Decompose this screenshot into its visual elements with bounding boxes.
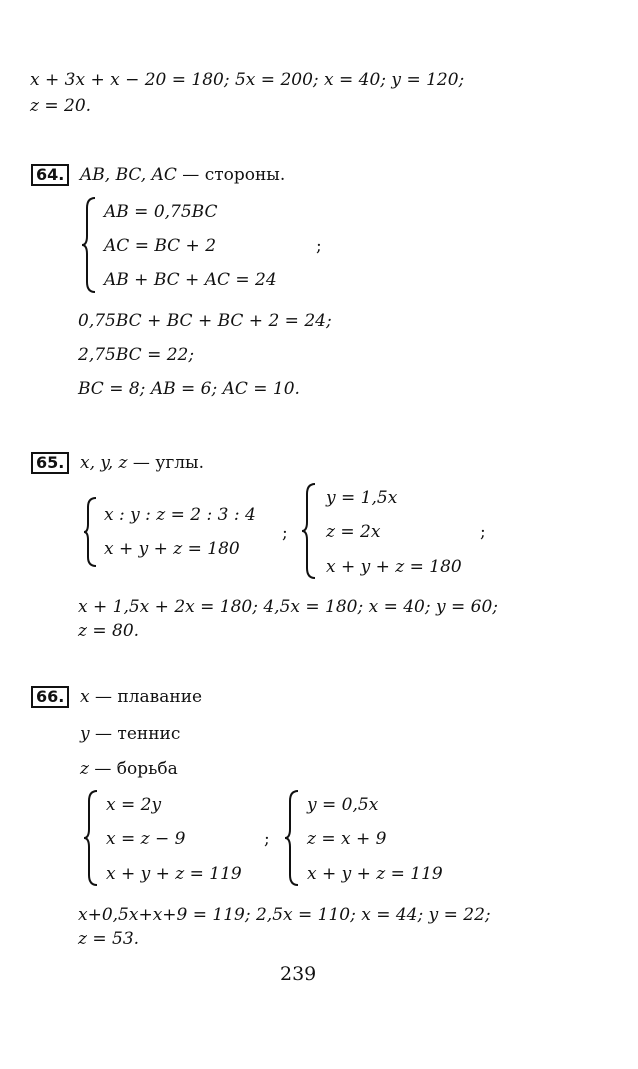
problem-64-step-1: 0,75BC + BC + BC + 2 = 24; bbox=[78, 311, 332, 331]
problem-65-sys1-eq-1: x : y : z = 2 : 3 : 4 bbox=[104, 505, 256, 525]
prev-solution-line-2: z = 20. bbox=[30, 96, 92, 116]
problem-65-sys2-eq-1: y = 1,5x bbox=[326, 488, 398, 508]
problem-64-step-2: 2,75BC = 22; bbox=[78, 345, 195, 365]
problem-66-def-z bbox=[80, 759, 178, 779]
problem-64-eq-1: AB = 0,75BC bbox=[104, 202, 218, 222]
problem-64-intro-text: — стороны. bbox=[182, 165, 286, 185]
page-number: 239 bbox=[280, 963, 317, 985]
problem-65-sys1-eq-2: x + y + z = 180 bbox=[104, 539, 240, 559]
problem-66-sys1-eq-1: x = 2y bbox=[106, 795, 162, 815]
problem-65-number: 65. bbox=[31, 452, 69, 474]
problem-66-sys2-eq-2: z = x + 9 bbox=[307, 829, 387, 849]
problem-65-vars: x, y, z bbox=[80, 453, 128, 473]
problem-66-sys2-eq-1: y = 0,5x bbox=[307, 795, 379, 815]
problem-66-def-z-text: — борьба bbox=[94, 759, 178, 779]
problem-66-sys2-eq-3: x + y + z = 119 bbox=[307, 864, 443, 884]
problem-66-system2-brace bbox=[283, 789, 301, 887]
problem-66-result-1: x+0,5x+x+9 = 119; 2,5x = 110; x = 44; y = 22; bbox=[78, 905, 491, 925]
problem-64-system-end: ; bbox=[316, 236, 322, 256]
problem-65-sys2-eq-2: z = 2x bbox=[326, 522, 381, 542]
problem-65-separator: ; bbox=[282, 523, 288, 543]
problem-65-intro-text: — углы. bbox=[132, 453, 204, 473]
problem-66-system1-brace bbox=[82, 789, 100, 887]
problem-66-def-z-var: z bbox=[80, 759, 89, 779]
problem-65-system-end: ; bbox=[480, 522, 486, 542]
problem-64-vars: AB, BC, AC bbox=[80, 165, 177, 185]
problem-66-sys1-eq-3: x + y + z = 119 bbox=[106, 864, 242, 884]
problem-64-number: 64. bbox=[31, 164, 69, 186]
problem-66-def-x-text: — плавание bbox=[95, 687, 203, 707]
problem-64-eq-2: AC = BC + 2 bbox=[104, 236, 217, 256]
problem-65-result-2: z = 80. bbox=[78, 621, 140, 641]
problem-66-def-y-text: — теннис bbox=[95, 724, 181, 744]
problem-65-intro bbox=[80, 453, 204, 473]
problem-66-separator: ; bbox=[264, 829, 270, 849]
problem-64-system-brace bbox=[80, 196, 98, 294]
problem-64-intro bbox=[80, 165, 285, 185]
problem-66-def-x-var: x bbox=[80, 687, 90, 707]
problem-64-eq-3: AB + BC + AC = 24 bbox=[104, 270, 277, 290]
problem-65-system1-brace bbox=[82, 496, 98, 568]
problem-66-def-x bbox=[80, 687, 202, 707]
problem-64-step-3: BC = 8; AB = 6; AC = 10. bbox=[78, 379, 300, 399]
problem-66-result-2: z = 53. bbox=[78, 929, 140, 949]
problem-65-sys2-eq-3: x + y + z = 180 bbox=[326, 557, 462, 577]
problem-65-result-1: x + 1,5x + 2x = 180; 4,5x = 180; x = 40; y = 60; bbox=[78, 597, 499, 617]
problem-66-sys1-eq-2: x = z − 9 bbox=[106, 829, 186, 849]
problem-66-def-y bbox=[80, 724, 180, 744]
problem-65-system2-brace bbox=[300, 482, 318, 580]
problem-66-number: 66. bbox=[31, 686, 69, 708]
prev-solution-line-1: x + 3x + x − 20 = 180; 5x = 200; x = 40; y = 120; bbox=[30, 70, 465, 90]
problem-66-def-y-var: y bbox=[80, 724, 90, 744]
